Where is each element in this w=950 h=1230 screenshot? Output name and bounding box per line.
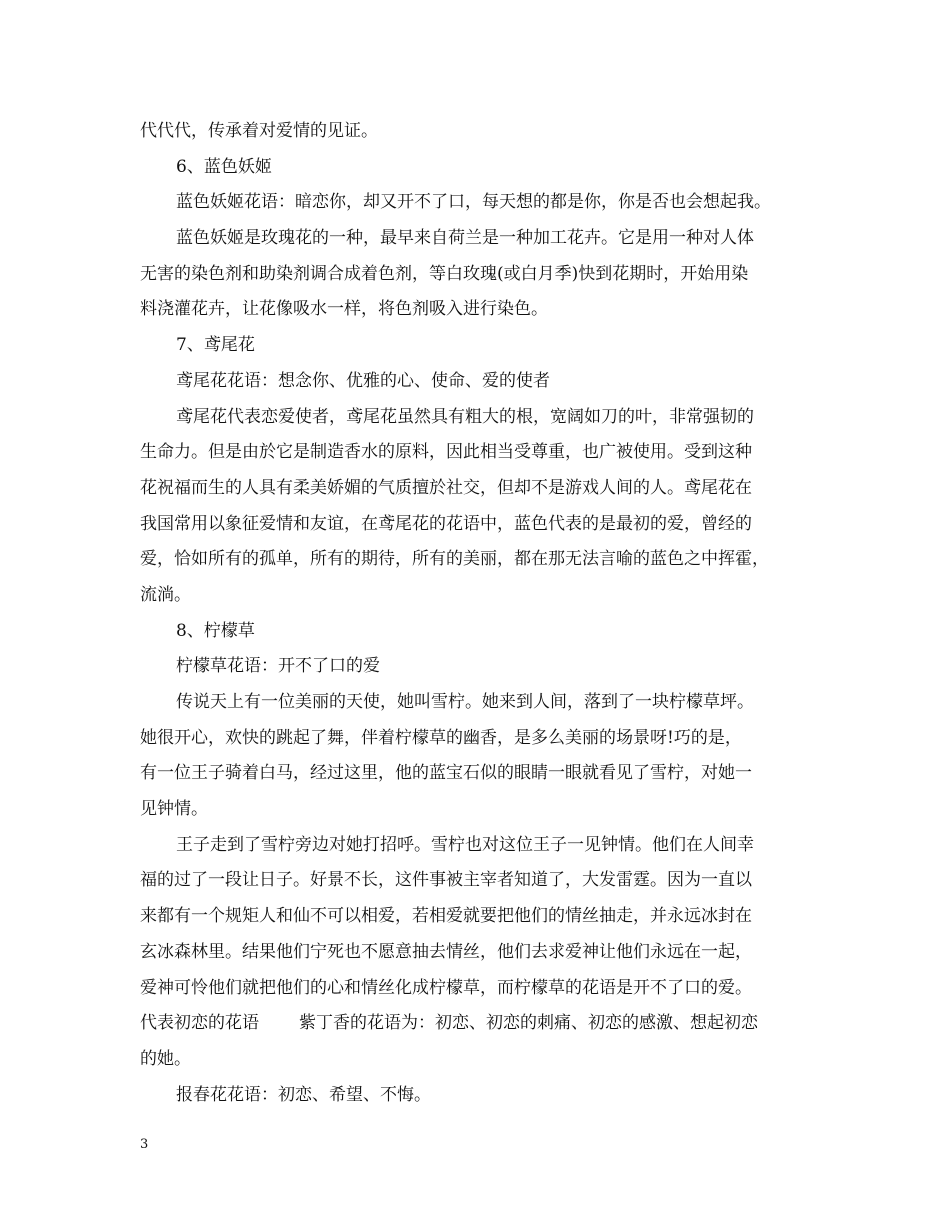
text-line: 生命力。但是由於它是制造香水的原料，因此相当受尊重，也广被使用。受到这种 bbox=[140, 442, 752, 463]
text-line: 蓝色妖姬花语：暗恋你，却又开不了口，每天想的都是你，你是否也会想起我。 bbox=[176, 192, 771, 213]
text-line: 来都有一个规矩人和仙不可以相爱，若相爱就要把他们的情丝抽走，并永远冰封在 bbox=[140, 906, 752, 927]
text-line: 花祝福而生的人具有柔美娇媚的气质擅於社交，但却不是游戏人间的人。鸢尾花在 bbox=[140, 477, 752, 498]
text-line-mixed bbox=[140, 1006, 815, 1042]
text-line: 的她。 bbox=[140, 1048, 191, 1069]
text-line: 王子走到了雪柠旁边对她打招呼。雪柠也对这位王子一见钟情。他们在人间幸 bbox=[176, 834, 754, 855]
text-line: 传说天上有一位美丽的天使，她叫雪柠。她来到人间，落到了一块柠檬草坪。 bbox=[176, 692, 754, 712]
text-line: 柠檬草花语：开不了口的爱 bbox=[176, 656, 380, 677]
text-line: 报春花花语：初恋、希望、不悔。 bbox=[176, 1084, 431, 1105]
text-line: 8、柠檬草 bbox=[176, 620, 255, 641]
paragraph-lines-after bbox=[140, 1042, 815, 1113]
text-line: 代代代，传承着对爱情的见证。 bbox=[140, 121, 378, 141]
mixed-line-right: 紫丁香的花语为：初恋、初恋的刺痛、初恋的感激、想起初恋 bbox=[299, 1013, 758, 1034]
text-line: 有一位王子骑着白马，经过这里，他的蓝宝石似的眼睛一眼就看见了雪柠，对她一 bbox=[140, 763, 752, 784]
text-line: 我国常用以象征爱情和友谊，在鸢尾花的花语中，蓝色代表的是最初的爱，曾经的 bbox=[140, 513, 752, 534]
text-line: 蓝色妖姬是玫瑰花的一种，最早来自荷兰是一种加工花卉。它是用一种对人体 bbox=[176, 228, 754, 249]
page-number: 3 bbox=[140, 1137, 149, 1152]
text-line: 见钟情。 bbox=[140, 799, 208, 820]
text-line: 她很开心，欢快的跳起了舞，伴着柠檬草的幽香，是多么美丽的场景呀!巧的是， bbox=[140, 727, 742, 748]
mixed-line-left: 代表初恋的花语 bbox=[140, 1013, 259, 1034]
text-line: 爱神可怜他们就把他们的心和情丝化成柠檬草，而柠檬草的花语是开不了口的爱。 bbox=[140, 977, 752, 998]
paragraph-lines bbox=[140, 114, 815, 1006]
text-line: 鸢尾花花语：想念你、优雅的心、使命、爱的使者 bbox=[176, 370, 550, 391]
document-body bbox=[140, 114, 815, 1113]
text-line: 6、蓝色妖姬 bbox=[176, 156, 272, 177]
text-line: 流淌。 bbox=[140, 584, 191, 605]
text-line: 玄冰森林里。结果他们宁死也不愿意抽去情丝，他们去求爱神让他们永远在一起， bbox=[140, 941, 752, 962]
text-line: 福的过了一段让日子。好景不长，这件事被主宰者知道了，大发雷霆。因为一直以 bbox=[140, 870, 752, 891]
text-line: 爱，恰如所有的孤单，所有的期待，所有的美丽，都在那无法言喻的蓝色之中挥霍， bbox=[140, 549, 769, 570]
text-line: 料浇灌花卉，让花像吸水一样，将色剂吸入进行染色。 bbox=[140, 299, 548, 320]
text-line: 鸢尾花代表恋爱使者，鸢尾花虽然具有粗大的根，宽阔如刀的叶，非常强韧的 bbox=[176, 406, 754, 427]
text-line: 无害的染色剂和助染剂调合成着色剂，等白玫瑰(或白月季)快到花期时，开始用染 bbox=[140, 263, 749, 284]
text-line: 7、鸢尾花 bbox=[176, 335, 255, 356]
